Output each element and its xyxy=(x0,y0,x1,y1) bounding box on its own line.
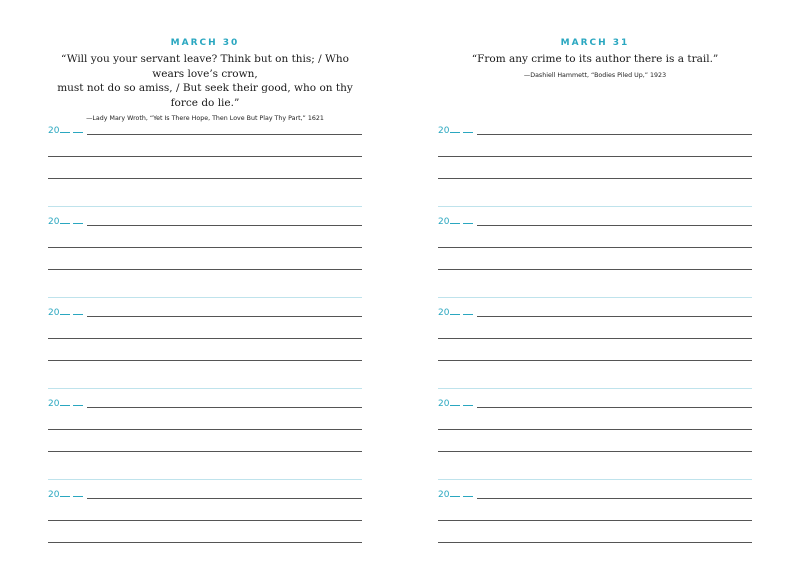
journal-entry xyxy=(48,120,362,211)
journal-entry xyxy=(48,393,362,484)
year-blank[interactable] xyxy=(450,132,460,133)
writing-line[interactable] xyxy=(48,338,362,339)
right-page xyxy=(400,0,800,585)
writing-line[interactable] xyxy=(48,520,362,521)
year-blank[interactable] xyxy=(73,496,83,497)
year-label xyxy=(48,308,87,318)
year-blank[interactable] xyxy=(450,314,460,315)
writing-line[interactable] xyxy=(438,338,752,339)
writing-line[interactable] xyxy=(48,247,362,248)
year-blank[interactable] xyxy=(463,496,473,497)
year-blank[interactable] xyxy=(450,496,460,497)
year-blank[interactable] xyxy=(450,405,460,406)
writing-line[interactable] xyxy=(438,316,752,317)
year-blank[interactable] xyxy=(73,132,83,133)
writing-line[interactable] xyxy=(438,520,752,521)
year-blank[interactable] xyxy=(60,314,70,315)
year-blank[interactable] xyxy=(60,132,70,133)
right-page-quote xyxy=(445,52,745,67)
writing-line[interactable] xyxy=(48,451,362,452)
year-prefix: 20 xyxy=(438,399,450,409)
journal-entry xyxy=(438,393,752,484)
right-journal-entries xyxy=(438,120,752,575)
writing-line[interactable] xyxy=(438,134,752,135)
right-page-attribution: —Dashiell Hammett, “Bodies Piled Up,” 1923 xyxy=(523,71,667,79)
writing-line[interactable] xyxy=(48,156,362,157)
year-blank[interactable] xyxy=(463,223,473,224)
right-page-date: MARCH 31 xyxy=(560,38,630,48)
right-page-header xyxy=(395,38,795,79)
journal-entry xyxy=(438,211,752,302)
left-quote-line-2: must not do so amiss, / But seek their good, who on thy force do lie.” xyxy=(57,82,353,109)
year-prefix: 20 xyxy=(48,308,60,318)
entry-divider xyxy=(48,206,362,207)
writing-line[interactable] xyxy=(48,225,362,226)
journal-entry xyxy=(48,211,362,302)
writing-line[interactable] xyxy=(438,407,752,408)
entry-divider xyxy=(438,479,752,480)
writing-line[interactable] xyxy=(438,225,752,226)
year-label xyxy=(48,490,87,500)
left-quote-line-1: “Will you your servant leave? Think but on this; / Who wears love’s crown, xyxy=(61,53,349,80)
right-quote-line-1: “From any crime to its author there is a trail.” xyxy=(471,53,719,65)
year-label xyxy=(438,399,477,409)
writing-line[interactable] xyxy=(438,247,752,248)
entry-divider xyxy=(48,297,362,298)
writing-line[interactable] xyxy=(48,429,362,430)
left-page-date: MARCH 30 xyxy=(170,38,240,48)
writing-line[interactable] xyxy=(48,316,362,317)
writing-line[interactable] xyxy=(48,178,362,179)
left-journal-entries xyxy=(48,120,362,575)
journal-entry xyxy=(48,302,362,393)
year-prefix: 20 xyxy=(48,217,60,227)
year-blank[interactable] xyxy=(73,314,83,315)
year-prefix: 20 xyxy=(438,490,450,500)
year-prefix: 20 xyxy=(438,308,450,318)
entry-divider xyxy=(438,388,752,389)
entry-divider xyxy=(48,479,362,480)
left-page-attribution: —Lady Mary Wroth, “Yet Is There Hope, Then Love But Play Thy Part,” 1621 xyxy=(86,115,324,122)
year-prefix: 20 xyxy=(48,126,60,136)
writing-line[interactable] xyxy=(438,451,752,452)
writing-line[interactable] xyxy=(438,178,752,179)
writing-line[interactable] xyxy=(438,269,752,270)
writing-line[interactable] xyxy=(438,156,752,157)
year-prefix: 20 xyxy=(438,217,450,227)
year-label xyxy=(48,399,87,409)
year-blank[interactable] xyxy=(60,496,70,497)
writing-line[interactable] xyxy=(48,360,362,361)
journal-entry xyxy=(48,484,362,575)
year-blank[interactable] xyxy=(463,405,473,406)
writing-line[interactable] xyxy=(48,542,362,543)
year-blank[interactable] xyxy=(73,223,83,224)
year-blank[interactable] xyxy=(463,132,473,133)
year-blank[interactable] xyxy=(450,223,460,224)
writing-line[interactable] xyxy=(48,498,362,499)
writing-line[interactable] xyxy=(438,360,752,361)
year-label xyxy=(438,308,477,318)
year-label xyxy=(438,217,477,227)
entry-divider xyxy=(48,388,362,389)
writing-line[interactable] xyxy=(438,498,752,499)
entry-divider xyxy=(438,206,752,207)
journal-entry xyxy=(438,484,752,575)
year-prefix: 20 xyxy=(48,399,60,409)
left-page-header xyxy=(5,38,405,122)
year-prefix: 20 xyxy=(48,490,60,500)
year-label xyxy=(48,126,87,136)
year-label xyxy=(438,126,477,136)
journal-entry xyxy=(438,120,752,211)
year-blank[interactable] xyxy=(463,314,473,315)
year-prefix: 20 xyxy=(438,126,450,136)
year-label xyxy=(48,217,87,227)
writing-line[interactable] xyxy=(438,542,752,543)
year-blank[interactable] xyxy=(60,223,70,224)
writing-line[interactable] xyxy=(48,407,362,408)
year-label xyxy=(438,490,477,500)
left-page-quote xyxy=(55,52,355,110)
writing-line[interactable] xyxy=(48,269,362,270)
journal-entry xyxy=(438,302,752,393)
year-blank[interactable] xyxy=(60,405,70,406)
writing-line[interactable] xyxy=(438,429,752,430)
entry-divider xyxy=(438,297,752,298)
year-blank[interactable] xyxy=(73,405,83,406)
writing-line[interactable] xyxy=(48,134,362,135)
